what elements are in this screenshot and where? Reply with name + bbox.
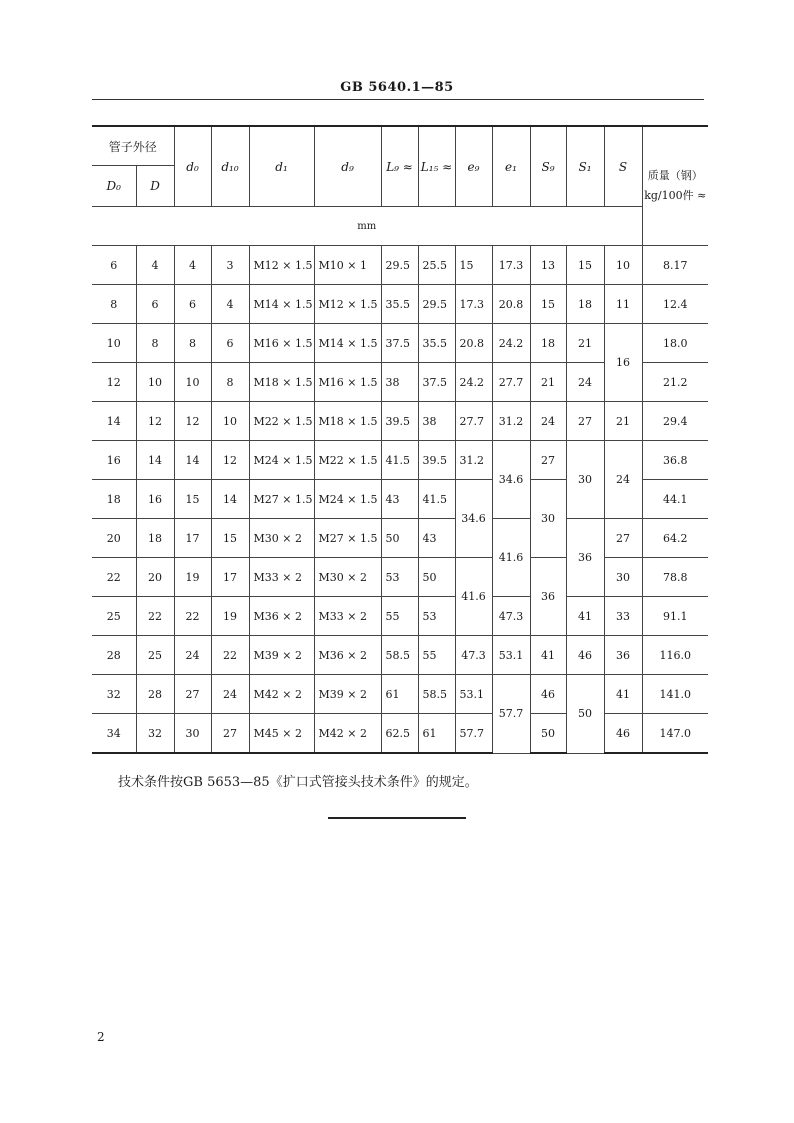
cell-d10: 27 — [211, 714, 249, 754]
cell-e9: 34.6 — [455, 480, 492, 558]
cell-D0: 32 — [92, 675, 136, 714]
cell-mass: 36.8 — [642, 441, 708, 480]
cell-d1: M24 × 1.5 — [249, 441, 314, 480]
cell-e1: 47.3 — [492, 597, 530, 636]
header-s9: S₉ — [530, 126, 566, 207]
table-row — [92, 597, 708, 636]
cell-d10: 14 — [211, 480, 249, 519]
cell-S1: 15 — [566, 246, 604, 285]
cell-L15: 35.5 — [418, 324, 455, 363]
cell-L9: 37.5 — [381, 324, 418, 363]
header-mass-line1: 质量（钢） — [647, 169, 703, 182]
cell-L15: 38 — [418, 402, 455, 441]
cell-D0: 16 — [92, 441, 136, 480]
table-row — [92, 324, 708, 363]
cell-D0: 10 — [92, 324, 136, 363]
table-row — [92, 285, 708, 324]
header-mass-line2: kg/100件 ≈ — [644, 189, 707, 202]
cell-d1: M14 × 1.5 — [249, 285, 314, 324]
cell-e1: 34.6 — [492, 441, 530, 519]
unit-row — [92, 207, 708, 246]
cell-D: 25 — [136, 636, 174, 675]
cell-d9: M24 × 1.5 — [314, 480, 381, 519]
cell-S: 11 — [604, 285, 642, 324]
cell-S: 10 — [604, 246, 642, 285]
cell-S: 36 — [604, 636, 642, 675]
cell-D: 10 — [136, 363, 174, 402]
cell-d10: 22 — [211, 636, 249, 675]
cell-D: 22 — [136, 597, 174, 636]
cell-S: 27 — [604, 519, 642, 558]
cell-L15: 43 — [418, 519, 455, 558]
cell-mass: 64.2 — [642, 519, 708, 558]
cell-L9: 38 — [381, 363, 418, 402]
cell-d10: 19 — [211, 597, 249, 636]
cell-d1: M30 × 2 — [249, 519, 314, 558]
cell-L9: 53 — [381, 558, 418, 597]
cell-L15: 50 — [418, 558, 455, 597]
cell-d0: 6 — [174, 285, 211, 324]
header-s1: S₁ — [566, 126, 604, 207]
cell-d0: 12 — [174, 402, 211, 441]
cell-mass: 8.17 — [642, 246, 708, 285]
cell-e9: 24.2 — [455, 363, 492, 402]
cell-D: 8 — [136, 324, 174, 363]
cell-e1: 20.8 — [492, 285, 530, 324]
cell-D: 20 — [136, 558, 174, 597]
cell-e9: 53.1 — [455, 675, 492, 714]
header-rule — [92, 99, 704, 100]
cell-d9: M30 × 2 — [314, 558, 381, 597]
cell-mass: 91.1 — [642, 597, 708, 636]
table-row — [92, 558, 708, 597]
cell-S9: 15 — [530, 285, 566, 324]
cell-mass: 141.0 — [642, 675, 708, 714]
header-pipe-od: 管子外径 — [92, 126, 174, 166]
cell-S9: 13 — [530, 246, 566, 285]
cell-e9: 20.8 — [455, 324, 492, 363]
cell-D0: 28 — [92, 636, 136, 675]
cell-L9: 43 — [381, 480, 418, 519]
cell-e9: 57.7 — [455, 714, 492, 754]
standard-number: GB 5640.1—85 — [340, 80, 454, 95]
cell-L15: 29.5 — [418, 285, 455, 324]
cell-S1: 27 — [566, 402, 604, 441]
cell-d10: 8 — [211, 363, 249, 402]
cell-L9: 39.5 — [381, 402, 418, 441]
cell-d10: 10 — [211, 402, 249, 441]
header-d0: d₀ — [174, 126, 211, 207]
cell-D0: 34 — [92, 714, 136, 754]
table-row — [92, 714, 708, 754]
cell-D0: 18 — [92, 480, 136, 519]
cell-S9: 30 — [530, 480, 566, 558]
cell-S1: 18 — [566, 285, 604, 324]
cell-e9: 31.2 — [455, 441, 492, 480]
cell-e1: 27.7 — [492, 363, 530, 402]
cell-mass: 116.0 — [642, 636, 708, 675]
cell-d1: M45 × 2 — [249, 714, 314, 754]
cell-S: 21 — [604, 402, 642, 441]
cell-d10: 3 — [211, 246, 249, 285]
cell-S1: 21 — [566, 324, 604, 363]
cell-e1: 31.2 — [492, 402, 530, 441]
cell-L9: 61 — [381, 675, 418, 714]
cell-S: 16 — [604, 324, 642, 402]
table-row — [92, 441, 708, 480]
cell-d1: M12 × 1.5 — [249, 246, 314, 285]
cell-e1: 53.1 — [492, 636, 530, 675]
cell-d0: 30 — [174, 714, 211, 754]
cell-D0: 12 — [92, 363, 136, 402]
cell-d1: M18 × 1.5 — [249, 363, 314, 402]
table-row — [92, 246, 708, 285]
cell-d9: M39 × 2 — [314, 675, 381, 714]
cell-mass: 147.0 — [642, 714, 708, 754]
cell-e9: 47.3 — [455, 636, 492, 675]
technical-conditions-note: 技术条件按GB 5653—85《扩口式管接头技术条件》的规定。 — [118, 775, 478, 790]
dimension-table — [92, 125, 708, 754]
cell-d0: 17 — [174, 519, 211, 558]
cell-d10: 6 — [211, 324, 249, 363]
header-s: S — [604, 126, 642, 207]
header-row-1 — [92, 126, 708, 166]
cell-S9: 41 — [530, 636, 566, 675]
cell-S9: 46 — [530, 675, 566, 714]
cell-d9: M33 × 2 — [314, 597, 381, 636]
cell-d1: M39 × 2 — [249, 636, 314, 675]
cell-mass: 78.8 — [642, 558, 708, 597]
cell-S9: 21 — [530, 363, 566, 402]
cell-D0: 22 — [92, 558, 136, 597]
cell-d0: 19 — [174, 558, 211, 597]
cell-S1: 24 — [566, 363, 604, 402]
cell-D: 6 — [136, 285, 174, 324]
cell-d0: 4 — [174, 246, 211, 285]
cell-S1: 30 — [566, 441, 604, 519]
cell-d9: M12 × 1.5 — [314, 285, 381, 324]
cell-d10: 12 — [211, 441, 249, 480]
cell-d0: 15 — [174, 480, 211, 519]
cell-S: 24 — [604, 441, 642, 519]
cell-L9: 58.5 — [381, 636, 418, 675]
cell-d9: M36 × 2 — [314, 636, 381, 675]
cell-d10: 17 — [211, 558, 249, 597]
cell-L9: 50 — [381, 519, 418, 558]
cell-d1: M22 × 1.5 — [249, 402, 314, 441]
cell-d1: M16 × 1.5 — [249, 324, 314, 363]
table-row — [92, 519, 708, 558]
header-mass — [642, 126, 708, 246]
cell-D0: 20 — [92, 519, 136, 558]
cell-S9: 27 — [530, 441, 566, 480]
cell-d9: M16 × 1.5 — [314, 363, 381, 402]
cell-d9: M10 × 1 — [314, 246, 381, 285]
cell-d10: 24 — [211, 675, 249, 714]
cell-S9: 24 — [530, 402, 566, 441]
cell-e9: 27.7 — [455, 402, 492, 441]
end-rule — [328, 817, 466, 819]
cell-e9: 41.6 — [455, 558, 492, 636]
cell-D: 4 — [136, 246, 174, 285]
cell-e9: 17.3 — [455, 285, 492, 324]
cell-L9: 29.5 — [381, 246, 418, 285]
header-e1: e₁ — [492, 126, 530, 207]
header-l15: L₁₅ ≈ — [418, 126, 455, 207]
header-e9: e₉ — [455, 126, 492, 207]
cell-S1: 46 — [566, 636, 604, 675]
cell-L15: 41.5 — [418, 480, 455, 519]
cell-S: 41 — [604, 675, 642, 714]
cell-L15: 53 — [418, 597, 455, 636]
cell-mass: 29.4 — [642, 402, 708, 441]
cell-L15: 61 — [418, 714, 455, 754]
cell-L15: 58.5 — [418, 675, 455, 714]
cell-e9: 15 — [455, 246, 492, 285]
cell-D: 16 — [136, 480, 174, 519]
cell-d9: M42 × 2 — [314, 714, 381, 754]
cell-D0: 14 — [92, 402, 136, 441]
cell-mass: 44.1 — [642, 480, 708, 519]
cell-d0: 14 — [174, 441, 211, 480]
table-row — [92, 675, 708, 714]
header-d10: d₁₀ — [211, 126, 249, 207]
cell-L15: 39.5 — [418, 441, 455, 480]
header-l9: L₉ ≈ — [381, 126, 418, 207]
cell-D: 14 — [136, 441, 174, 480]
cell-D: 18 — [136, 519, 174, 558]
cell-d9: M22 × 1.5 — [314, 441, 381, 480]
cell-e1: 57.7 — [492, 675, 530, 754]
cell-d1: M33 × 2 — [249, 558, 314, 597]
header-d9: d₉ — [314, 126, 381, 207]
unit-label: mm — [92, 207, 642, 246]
cell-d10: 4 — [211, 285, 249, 324]
cell-d9: M18 × 1.5 — [314, 402, 381, 441]
cell-d0: 24 — [174, 636, 211, 675]
cell-d0: 27 — [174, 675, 211, 714]
cell-mass: 12.4 — [642, 285, 708, 324]
header-d1: d₁ — [249, 126, 314, 207]
cell-S9: 36 — [530, 558, 566, 636]
cell-S: 30 — [604, 558, 642, 597]
cell-L9: 55 — [381, 597, 418, 636]
cell-D0: 8 — [92, 285, 136, 324]
cell-L15: 25.5 — [418, 246, 455, 285]
cell-d0: 10 — [174, 363, 211, 402]
cell-d1: M42 × 2 — [249, 675, 314, 714]
cell-d0: 22 — [174, 597, 211, 636]
cell-L15: 37.5 — [418, 363, 455, 402]
cell-D: 32 — [136, 714, 174, 754]
cell-e1: 17.3 — [492, 246, 530, 285]
cell-d0: 8 — [174, 324, 211, 363]
cell-d10: 15 — [211, 519, 249, 558]
header-D0: D₀ — [92, 166, 136, 207]
cell-D: 12 — [136, 402, 174, 441]
cell-D0: 25 — [92, 597, 136, 636]
cell-S1: 41 — [566, 597, 604, 636]
cell-S: 46 — [604, 714, 642, 754]
table-row — [92, 636, 708, 675]
cell-S1: 50 — [566, 675, 604, 754]
cell-S: 33 — [604, 597, 642, 636]
cell-D: 28 — [136, 675, 174, 714]
cell-e1: 41.6 — [492, 519, 530, 597]
cell-d1: M36 × 2 — [249, 597, 314, 636]
cell-mass: 18.0 — [642, 324, 708, 363]
cell-d1: M27 × 1.5 — [249, 480, 314, 519]
cell-L9: 41.5 — [381, 441, 418, 480]
cell-mass: 21.2 — [642, 363, 708, 402]
cell-D0: 6 — [92, 246, 136, 285]
cell-L15: 55 — [418, 636, 455, 675]
cell-L9: 35.5 — [381, 285, 418, 324]
cell-S9: 50 — [530, 714, 566, 754]
page-number: 2 — [97, 1030, 105, 1044]
cell-d9: M27 × 1.5 — [314, 519, 381, 558]
cell-S9: 18 — [530, 324, 566, 363]
cell-S1: 36 — [566, 519, 604, 597]
cell-e1: 24.2 — [492, 324, 530, 363]
cell-d9: M14 × 1.5 — [314, 324, 381, 363]
table-row — [92, 402, 708, 441]
cell-L9: 62.5 — [381, 714, 418, 754]
header-D: D — [136, 166, 174, 207]
